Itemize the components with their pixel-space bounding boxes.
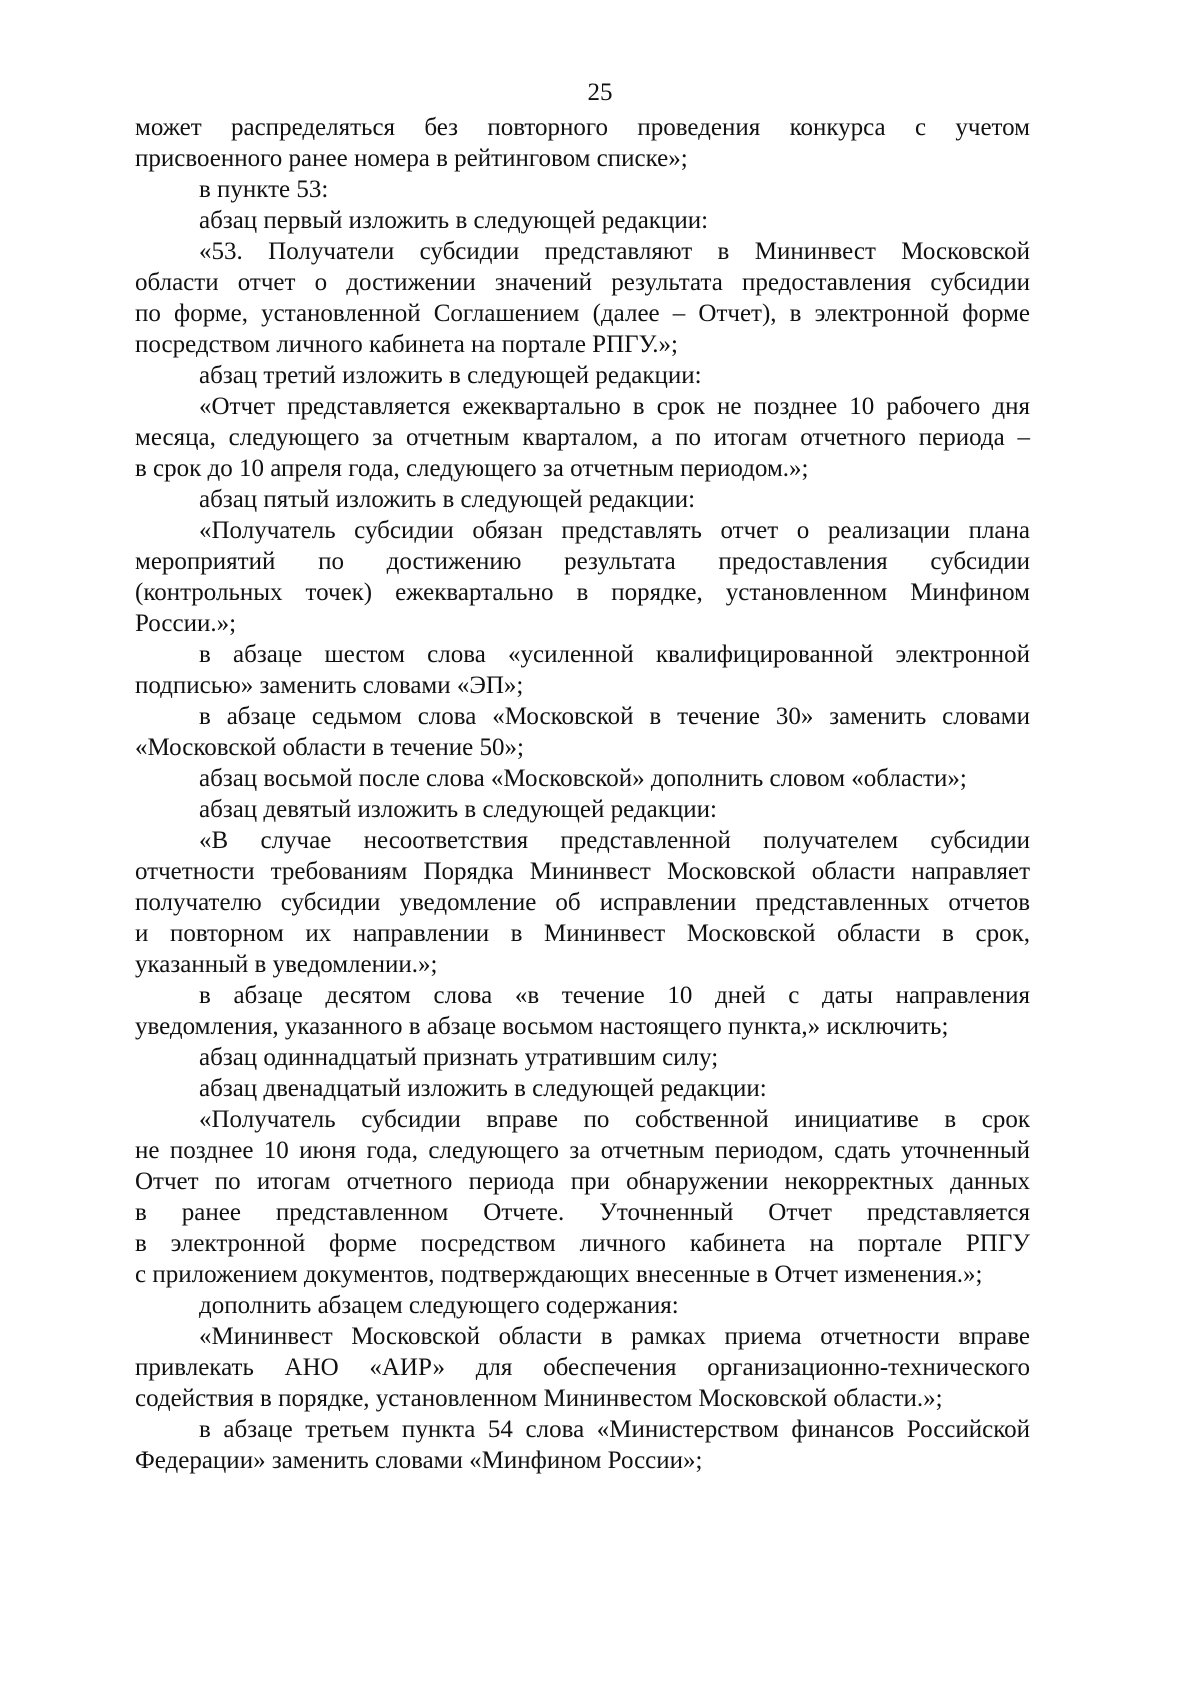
text-line: «Мининвест Московской области в рамках приема отчетности вправе [199,1323,1030,1350]
paragraph [135,1104,1030,1290]
text-line: отчетности требованиям Порядка Мининвест Московской области направляет [135,858,1030,885]
paragraph [135,701,1030,763]
text-line: в электронной форме посредством личного кабинета на портале РПГУ [135,1230,1030,1257]
text-line: области отчет о достижении значений результата предоставления субсидии [135,269,1030,296]
text-line: России.»; [135,610,237,637]
paragraph [135,205,1030,236]
paragraph [135,794,1030,825]
text-line: содействия в порядке, установленном Мининвестом Московской области.»; [135,1385,943,1412]
paragraph [135,112,1030,174]
text-line: абзац девятый изложить в следующей редакции: [199,796,717,823]
text-line: присвоенного ранее номера в рейтинговом списке»; [135,145,688,172]
text-line: в абзаце десятом слова «в течение 10 дней с даты направления [199,982,1030,1009]
text-line: посредством личного кабинета на портале РПГУ.»; [135,331,678,358]
paragraph [135,484,1030,515]
paragraph [135,515,1030,639]
text-line: «Получатель субсидии вправе по собственной инициативе в срок [199,1106,1030,1133]
text-line: абзац первый изложить в следующей редакции: [199,207,709,234]
paragraph [135,763,1030,794]
text-line: привлекать АНО «АИР» для обеспечения организационно-технического [135,1354,1030,1381]
text-line: подписью» заменить словами «ЭП»; [135,672,524,699]
document-body [135,112,1030,1476]
text-line: дополнить абзацем следующего содержания: [199,1292,679,1319]
paragraph [135,1414,1030,1476]
text-line: указанный в уведомлении.»; [135,951,438,978]
text-line: в абзаце третьем пункта 54 слова «Министерством финансов Российской [199,1416,1030,1443]
text-line: в срок до 10 апреля года, следующего за отчетным периодом.»; [135,455,809,482]
text-line: «Получатель субсидии обязан представлять отчет о реализации плана [199,517,1030,544]
paragraph [135,639,1030,701]
paragraph [135,825,1030,980]
text-line: абзац пятый изложить в следующей редакции: [199,486,696,513]
paragraph [135,980,1030,1042]
text-line: (контрольных точек) ежеквартально в порядке, установленном Минфином [135,579,1030,606]
text-line: получателю субсидии уведомление об исправлении представленных отчетов [135,889,1030,916]
paragraph [135,236,1030,360]
text-line: в абзаце седьмом слова «Московской в течение 30» заменить словами [199,703,1030,730]
text-line: уведомления, указанного в абзаце восьмом настоящего пункта,» исключить; [135,1013,949,1040]
paragraph [135,1073,1030,1104]
page-number: 25 [587,79,613,106]
paragraph [135,360,1030,391]
paragraph [135,1321,1030,1414]
text-line: «В случае несоответствия представленной получателем субсидии [199,827,1030,854]
text-line: «Московской области в течение 50»; [135,734,524,761]
text-line: и повторном их направлении в Мининвест Московской области в срок, [135,920,1030,947]
text-line: «Отчет представляется ежеквартально в срок не позднее 10 рабочего дня [199,393,1030,420]
text-line: в абзаце шестом слова «усиленной квалифицированной электронной [199,641,1030,668]
text-line: абзац одиннадцатый признать утратившим силу; [199,1044,719,1071]
text-line: мероприятий по достижению результата предоставления субсидии [135,548,1030,575]
text-line: не позднее 10 июня года, следующего за отчетным периодом, сдать уточненный [135,1137,1030,1164]
text-line: может распределяться без повторного проведения конкурса с учетом [135,114,1030,141]
text-line: абзац третий изложить в следующей редакции: [199,362,702,389]
text-line: абзац восьмой после слова «Московской» дополнить словом «области»; [199,765,967,792]
text-line: месяца, следующего за отчетным кварталом, а по итогам отчетного периода – [135,424,1030,451]
text-line: в пункте 53: [199,176,329,203]
paragraph [135,391,1030,484]
text-line: по форме, установленной Соглашением (далее – Отчет), в электронной форме [135,300,1030,327]
paragraph [135,174,1030,205]
text-line: «53. Получатели субсидии представляют в Мининвест Московской [199,238,1030,265]
text-line: в ранее представленном Отчете. Уточненный Отчет представляется [135,1199,1030,1226]
paragraph [135,1042,1030,1073]
text-line: Отчет по итогам отчетного периода при обнаружении некорректных данных [135,1168,1030,1195]
text-line: абзац двенадцатый изложить в следующей редакции: [199,1075,767,1102]
paragraph [135,1290,1030,1321]
text-line: Федерации» заменить словами «Минфином России»; [135,1447,703,1474]
text-line: с приложением документов, подтверждающих внесенные в Отчет изменения.»; [135,1261,983,1288]
